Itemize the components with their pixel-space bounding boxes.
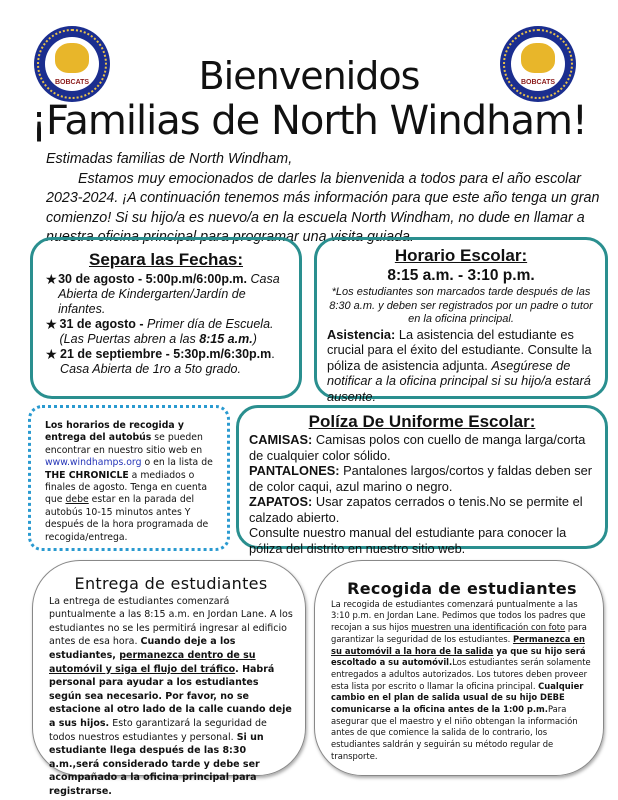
pickup-box (314, 560, 604, 776)
date-item (41, 272, 291, 317)
title-line-1: Bienvenidos (198, 54, 420, 98)
text-segment: para garantizar la seguridad de los estudiantes. (331, 622, 587, 644)
text-segment: Usar zapatos cerrados o tenis.No se permite el calzado abierto. (249, 494, 583, 525)
uniform-note (249, 525, 595, 556)
text-segment: Cuando deje a los estudiantes, (49, 636, 236, 661)
attendance-text (327, 327, 595, 405)
text-segment: ) (252, 332, 257, 346)
save-the-dates-box (30, 237, 302, 399)
text-segment: a mediados o finales de agosto. Tenga en cuenta que (45, 469, 208, 506)
text-segment: Primer día de Escuela. (Las Puertas abren a las (59, 317, 274, 346)
logo-label: BOBCATS (520, 79, 556, 86)
star-icon: ★ (45, 346, 58, 362)
text-segment: La asistencia del estudiante es crucial para el éxito del estudiante. Consulte la póliza de asistencia adjunta. (327, 326, 592, 373)
text-segment: Camisas polos con cuello de manga larga/corta de cualquier color sólido. (249, 432, 586, 463)
text-segment: Pantalones largos/cortos y faldas deben ser de color caqui, azul marino o negro. (249, 463, 593, 494)
text-segment: 30 de agosto - 5:00p.m/6:00p.m. (58, 272, 248, 286)
title-line-2: ¡Familias de North Windham! (31, 98, 587, 144)
tardy-note: *Los estudiantes son marcados tarde después de las 8:30 a.m. y deben ser registrados por un padre o tutor en la oficina principal. (329, 286, 593, 325)
bus-text (45, 420, 217, 544)
school-schedule-box (314, 237, 608, 404)
dropoff-heading: Entrega de estudiantes (74, 574, 268, 593)
dropoff-text (49, 595, 293, 799)
text-segment: Esto garantizará la seguridad de todos nuestros estudiantes y personal. (49, 717, 267, 743)
text-segment: Los horarios de recogida y entrega del autobús (45, 420, 184, 444)
text-segment: Cualquier cambio en el plan de salida usual de su hijo DEBE comunicarse a la oficina antes de la 1:00 p.m. (331, 680, 584, 715)
dates-heading: Separa las Fechas: (88, 250, 244, 269)
date-item (41, 347, 291, 377)
logo-label: BOBCATS (54, 79, 90, 86)
star-icon: ★ (45, 316, 58, 332)
text-segment: 31 de agosto - (59, 317, 148, 331)
text-segment: . Habrá personal para ayudar a los estudiantes según sea necesario. Por favor, no se estacione al otro lado de la calle cuando deje a sus hijos. (49, 663, 292, 729)
text-segment: ZAPATOS: (249, 494, 313, 509)
text-segment: debe (65, 494, 89, 506)
uniform-heading: Políza De Uniforme Escolar: (308, 412, 536, 431)
bus-info-box (28, 405, 230, 551)
schedule-heading: Horario Escolar: (394, 246, 528, 265)
text-segment: Asegúrese de notificar a la oficina principal si su hijo/a estará ausente. (327, 357, 591, 404)
uniform-policy-box (236, 405, 608, 556)
school-hours: 8:15 a.m. - 3:10 p.m. (387, 267, 535, 284)
text-segment: muestren una identificación con foto (411, 622, 566, 633)
text-segment: ya que su hijo será escoltado a su automóvil. (331, 645, 586, 668)
text-segment: Para asegurar que el maestro y el niño obtengan la información antes de que comience la salida de lo contrario, los estudiantes saldrán y seguirán su método regular de transporte. (331, 704, 578, 761)
text-segment: La entrega de estudiantes comenzará puntualmente a las 8:15 a.m. en Jordan Lane. A los estudiantes no se les permitirá ingresar al edificio antes de esa hora. (49, 595, 293, 648)
text-segment: Asistencia: (327, 326, 396, 342)
text-segment: Casa Abierta de Kindergarten/Jardín de infantes. (58, 272, 280, 316)
text-segment: Los estudiantes serán solamente entregados a adultos autorizados. Los tutores deben proveer esta lista por escrito o llamar la oficina principal. (331, 657, 591, 691)
text-segment: Casa Abierta de 1ro a 5to grado. (60, 362, 241, 376)
text-segment: . (271, 347, 275, 361)
pickup-heading: Recogida de estudiantes (347, 579, 577, 598)
text-segment: se pueden encontrar en nuestro sitio web en (45, 432, 203, 456)
star-icon: ★ (45, 271, 58, 287)
text-segment: o en la lista de (141, 457, 213, 469)
pickup-text (331, 599, 593, 763)
greeting: Estimadas familias de North Windham, (46, 151, 293, 167)
text-segment: 21 de septiembre - 5:30p.m/6:30p.m (60, 347, 272, 361)
uniform-shirts (249, 432, 595, 463)
text-segment: PANTALONES: (249, 463, 340, 478)
intro-letter (46, 150, 606, 248)
website-link[interactable]: www.windhamps.org (45, 457, 142, 469)
text-segment: 8:15 a.m. (199, 332, 253, 346)
date-item (41, 317, 291, 347)
text-segment: Si un estudiante llega después de las 8:30 a.m.,será considerado tarde y debe ser acompañado a la oficina principal para registrarse. (49, 731, 264, 797)
text-segment: Consulte nuestro manual del estudiante para conocer la póliza del distrito en nuestro sitio web. (249, 525, 567, 556)
intro-body: Estamos muy emocionados de darles la bienvenida a todos para el año escolar 2023-2024. ¡A continuación tenemos más información para que este año tenga un gran comienzo! Si su hijo/a es nuevo/a en la escuela North Windham, no dude en llamar a nuestra oficina principal para programar una visita guiada. (46, 170, 600, 245)
text-segment: Permanezca en su automóvil a la hora de la salida (331, 633, 585, 656)
dropoff-box (32, 560, 306, 797)
text-segment: permanezca dentro de su automóvil y siga el flujo del tráfico (49, 649, 256, 675)
text-segment: THE CHRONICLE (45, 469, 129, 481)
uniform-pants (249, 463, 595, 494)
text-segment: La recogida de estudiantes comenzará puntualmente a las 3:10 p.m. en Jordan Lane. Pedimos que todos los padres que recojan a sus hijos (331, 598, 586, 633)
uniform-shoes (249, 494, 595, 525)
text-segment: estar en la parada del autobús 10-15 minutos antes Y después de la hora programada de recogida/entrega. (45, 494, 209, 543)
text-segment: CAMISAS: (249, 432, 313, 447)
